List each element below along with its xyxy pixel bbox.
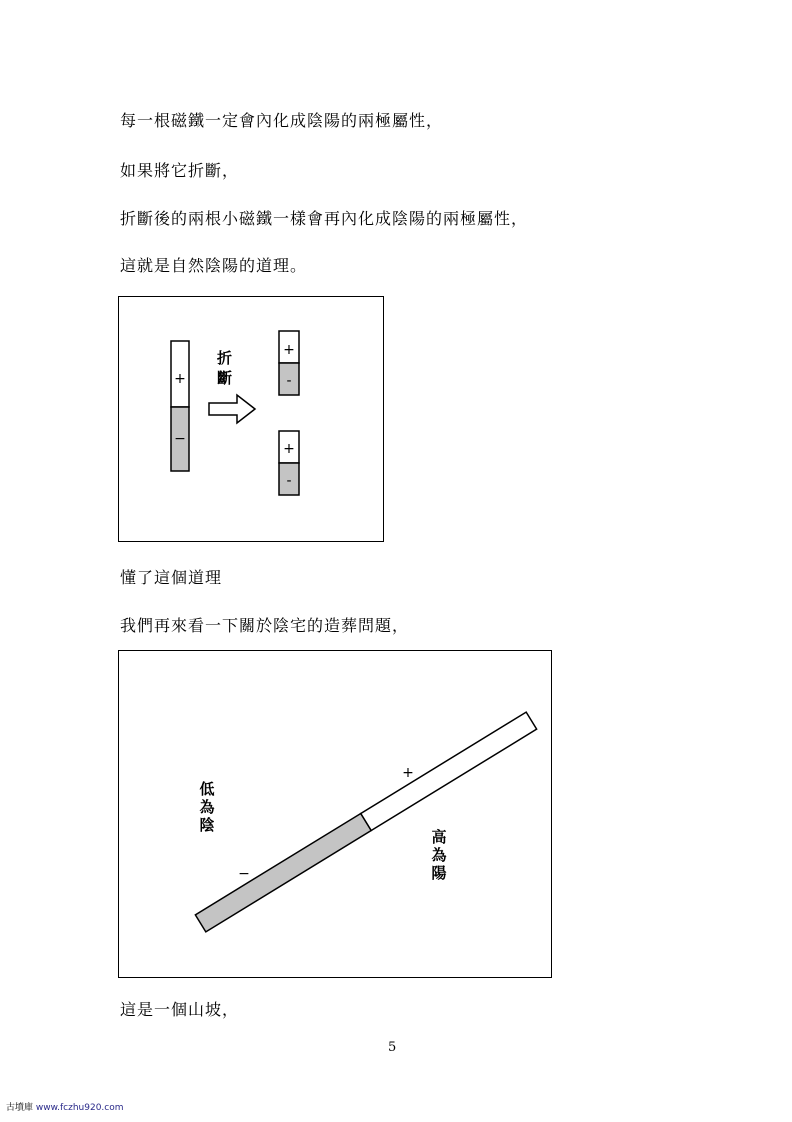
- magnet-break-figure: [118, 296, 384, 542]
- break-label-2: 斷: [217, 369, 233, 387]
- big-magnet-minus: −: [174, 431, 186, 447]
- high-label-3: 陽: [431, 864, 447, 882]
- slope-minus: −: [238, 866, 250, 882]
- right-arrow-icon: [209, 395, 255, 423]
- low-label-2: 為: [199, 798, 215, 816]
- paragraph-2: 如果將它折斷，: [120, 161, 240, 180]
- paragraph-1: 每一根磁鐵一定會內化成陰陽的兩極屬性，: [120, 111, 444, 130]
- small-bottom-minus: -: [286, 473, 292, 489]
- footer-url-link[interactable]: www.fczhu920.com: [35, 1103, 124, 1113]
- slope-figure: [118, 650, 552, 978]
- footer: [6, 1100, 124, 1113]
- paragraph-4: 這就是自然陰陽的道理。: [120, 256, 308, 275]
- magnet-break-diagram: [119, 297, 383, 541]
- small-top-minus: -: [286, 373, 292, 389]
- slope-plus: +: [402, 765, 414, 781]
- paragraph-5: 懂了這個道理: [120, 568, 223, 587]
- slope-negative-segment: [195, 813, 371, 931]
- page-number: 5: [388, 1040, 397, 1055]
- high-label-2: 為: [431, 846, 447, 864]
- break-label-1: 折: [217, 349, 233, 367]
- paragraph-7: 這是一個山坡，: [120, 1000, 240, 1019]
- low-label-1: 低: [199, 780, 215, 798]
- slope-positive-segment: [361, 712, 537, 830]
- paragraph-3: 折斷後的兩根小磁鐵一樣會再內化成陰陽的兩極屬性，: [120, 209, 529, 228]
- big-magnet-plus: +: [174, 371, 186, 387]
- high-label-1: 高: [431, 828, 447, 846]
- small-top-plus: +: [283, 342, 295, 358]
- footer-site-name: 古墳庫: [6, 1103, 34, 1113]
- low-label-3: 陰: [199, 816, 215, 834]
- paragraph-6: 我們再來看一下關於陰宅的造葬問題，: [120, 616, 410, 635]
- slope-diagram: [119, 651, 551, 977]
- small-bottom-plus: +: [283, 441, 295, 457]
